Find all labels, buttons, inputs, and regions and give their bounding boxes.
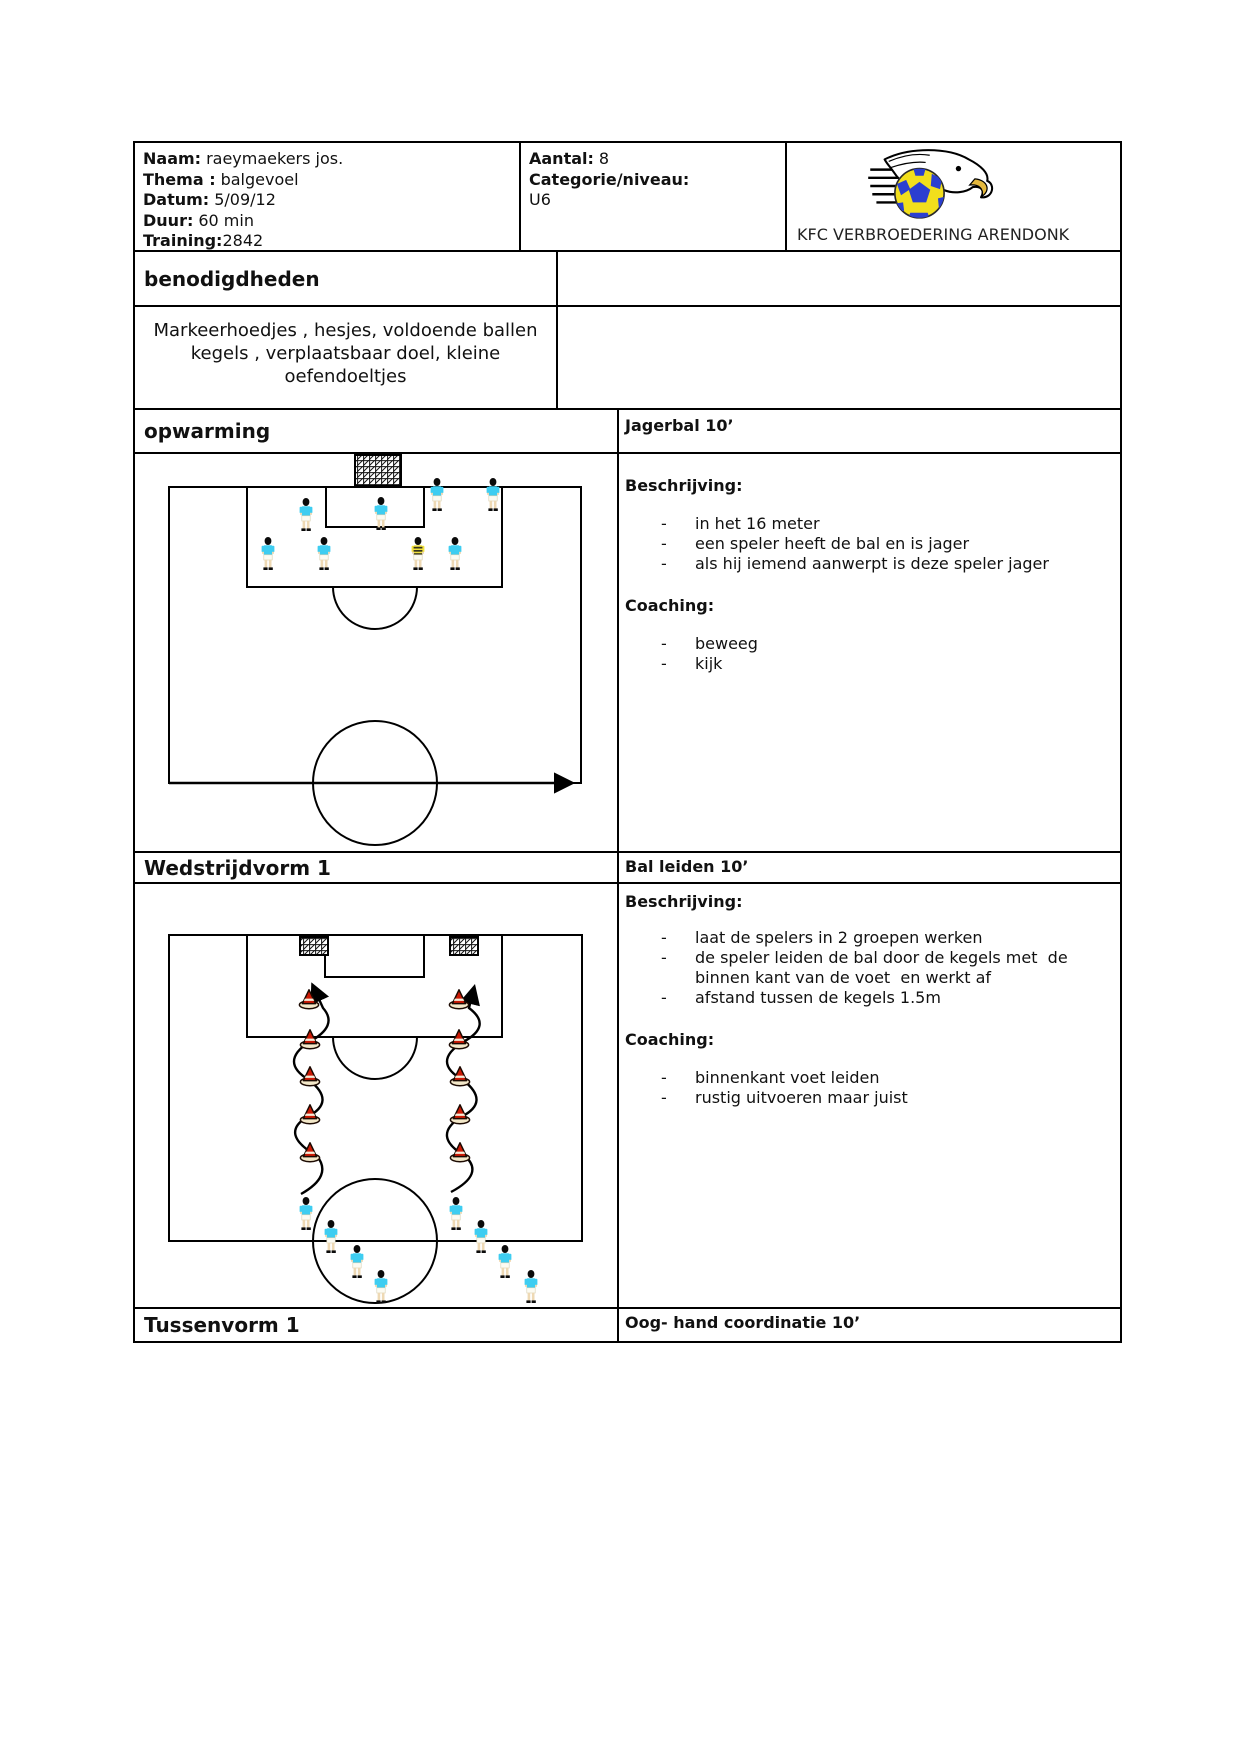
bullet-item	[625, 1068, 1110, 1088]
bullet-text: laat de spelers in 2 groepen werken	[695, 928, 983, 947]
beschrijving-list	[625, 514, 1110, 574]
opwarming-field-diagram	[135, 454, 617, 851]
beschrijving-label: Beschrijving:	[625, 476, 743, 495]
penalty-box	[247, 487, 502, 587]
dribble-path-left	[294, 986, 329, 1194]
balleiden-field-diagram	[135, 884, 617, 1307]
bullet-item	[625, 534, 1110, 554]
naam-value: raeymaekers jos.	[206, 149, 344, 168]
club-logo-cell	[787, 143, 1120, 252]
player-icon	[499, 1245, 512, 1278]
opwarming-field-diagram-cell	[135, 454, 619, 853]
club-name: KFC VERBROEDERING ARENDONK	[797, 225, 1070, 244]
player-icon	[449, 537, 462, 570]
exercise-ooghand-cell	[619, 1309, 1120, 1341]
materials-text: Markeerhoedjes , hesjes, voldoende ballen kegels , verplaatsbaar doel, kleine oefendoeltjes	[153, 320, 538, 387]
jager-player-icon	[412, 537, 425, 570]
balleiden-description-cell	[619, 884, 1120, 1309]
categorie-line	[529, 170, 777, 191]
bullet-text: als hij iemend aanwerpt is deze speler jager	[695, 554, 1049, 573]
cone-icon	[300, 1030, 319, 1049]
bullet-item	[625, 634, 1110, 654]
cone-icon	[449, 990, 468, 1009]
player-icon	[375, 497, 388, 530]
beschrijving-list	[625, 928, 1110, 1008]
cone-icon	[300, 1105, 319, 1124]
bullet-text: kijk	[695, 654, 723, 673]
eagle-eye	[956, 166, 961, 171]
benodigdheden-title: benodigdheden	[144, 266, 320, 291]
bullet-item	[625, 928, 1110, 948]
bullet-text: de speler leiden de bal door de kegels met de binnen kant van de voet en werkt af	[695, 948, 1073, 987]
player-icon	[475, 1220, 488, 1253]
coaching-label: Coaching:	[625, 1030, 715, 1049]
duur-value: 60 min	[198, 210, 254, 230]
training-value: 2842	[222, 231, 264, 250]
eagle-soccer-ball-logo-icon	[865, 145, 1015, 225]
player-icon	[450, 1197, 463, 1230]
bullet-item	[625, 654, 1110, 674]
bullet-dash: -	[661, 948, 667, 967]
player-icon	[375, 1270, 388, 1303]
training-line	[143, 231, 511, 252]
categorie-label: Categorie/niveau:	[529, 169, 690, 189]
aantal-value: 8	[598, 149, 610, 168]
penalty-arc	[333, 1037, 417, 1079]
section-tussenvorm-cell	[135, 1309, 619, 1341]
benodigdheden-title-cell	[135, 252, 558, 307]
benodigdheden-empty-cell	[558, 252, 1120, 307]
datum-line	[143, 190, 511, 211]
bullet-dash: -	[661, 988, 667, 1007]
bullet-dash: -	[661, 1088, 667, 1107]
section-tussenvorm-title: Tussenvorm 1	[144, 1313, 300, 1337]
header-info-cell	[135, 143, 521, 252]
bullet-dash: -	[661, 654, 667, 673]
header-group-cell	[521, 143, 787, 252]
coaching-list	[625, 634, 1110, 674]
balleiden-field-diagram-cell	[135, 884, 619, 1309]
datum-value: 5/09/12	[214, 190, 276, 209]
player-icon	[525, 1270, 538, 1303]
exercise-jagerbal-cell	[619, 410, 1120, 454]
categorie-value-line	[529, 190, 777, 211]
section-wedstrijdvorm-cell	[135, 853, 619, 884]
bullet-text: beweeg	[695, 634, 758, 653]
player-icon	[351, 1245, 364, 1278]
training-plan-table	[133, 141, 1122, 1343]
coaching-list	[625, 1068, 1110, 1108]
player-icon	[300, 498, 313, 531]
beschrijving-label: Beschrijving:	[625, 892, 743, 911]
goal-area	[325, 935, 424, 977]
player-icon	[318, 537, 331, 570]
jagerbal-description-cell	[619, 454, 1120, 853]
naam-line	[143, 149, 511, 170]
bullet-dash: -	[661, 534, 667, 553]
thema-line	[143, 170, 511, 191]
player-icon	[300, 1197, 313, 1230]
thema-label: Thema :	[143, 169, 216, 189]
section-wedstrijdvorm-title: Wedstrijdvorm 1	[144, 855, 331, 880]
player-icon	[262, 537, 275, 570]
section-opwarming-title: opwarming	[144, 419, 271, 443]
bullet-item	[625, 514, 1110, 534]
bullet-item	[625, 988, 1110, 1008]
exercise-balleiden-cell	[619, 853, 1120, 884]
thema-value: balgevoel	[220, 169, 299, 189]
bullet-text: een speler heeft de bal en is jager	[695, 534, 970, 553]
bullet-dash: -	[661, 554, 667, 573]
exercise-ooghand-title: Oog- hand coordinatie 10’	[625, 1313, 861, 1332]
player-icon	[487, 478, 500, 511]
small-goal-net-icon	[300, 937, 328, 955]
small-goal-net-icon	[450, 937, 478, 955]
training-label: Training:	[143, 231, 223, 250]
bullet-dash: -	[661, 514, 667, 533]
bullet-text: afstand tussen de kegels 1.5m	[695, 988, 941, 1007]
cone-icon	[450, 1143, 469, 1162]
bullet-item	[625, 1088, 1110, 1108]
bullet-item	[625, 948, 1110, 988]
exercise-jagerbal-title: Jagerbal 10’	[625, 416, 734, 435]
bullet-text: rustig uitvoeren maar juist	[695, 1088, 908, 1107]
penalty-arc	[333, 587, 417, 629]
materials-empty-cell	[558, 307, 1120, 410]
aantal-line	[529, 149, 777, 170]
categorie-value: U6	[529, 190, 551, 209]
exercise-balleiden-title: Bal leiden 10’	[625, 857, 749, 876]
duur-label: Duur:	[143, 210, 194, 230]
naam-label: Naam:	[143, 149, 202, 168]
materials-cell	[135, 307, 558, 410]
duur-line	[143, 211, 511, 232]
datum-label: Datum:	[143, 190, 210, 209]
bullet-dash: -	[661, 928, 667, 947]
bullet-dash: -	[661, 1068, 667, 1087]
goal-net-icon	[355, 455, 401, 486]
aantal-label: Aantal:	[529, 149, 594, 168]
player-icon	[325, 1220, 338, 1253]
opwarming-players	[262, 478, 500, 570]
cone-icon	[450, 1067, 469, 1086]
section-opwarming-cell	[135, 410, 619, 454]
bullet-text: binnenkant voet leiden	[695, 1068, 880, 1087]
bullet-item	[625, 554, 1110, 574]
coaching-label: Coaching:	[625, 596, 715, 615]
pitch-outline	[169, 935, 582, 1241]
pitch-outline	[169, 487, 581, 783]
bullet-dash: -	[661, 634, 667, 653]
player-icon	[431, 478, 444, 511]
bullet-text: in het 16 meter	[695, 514, 820, 533]
